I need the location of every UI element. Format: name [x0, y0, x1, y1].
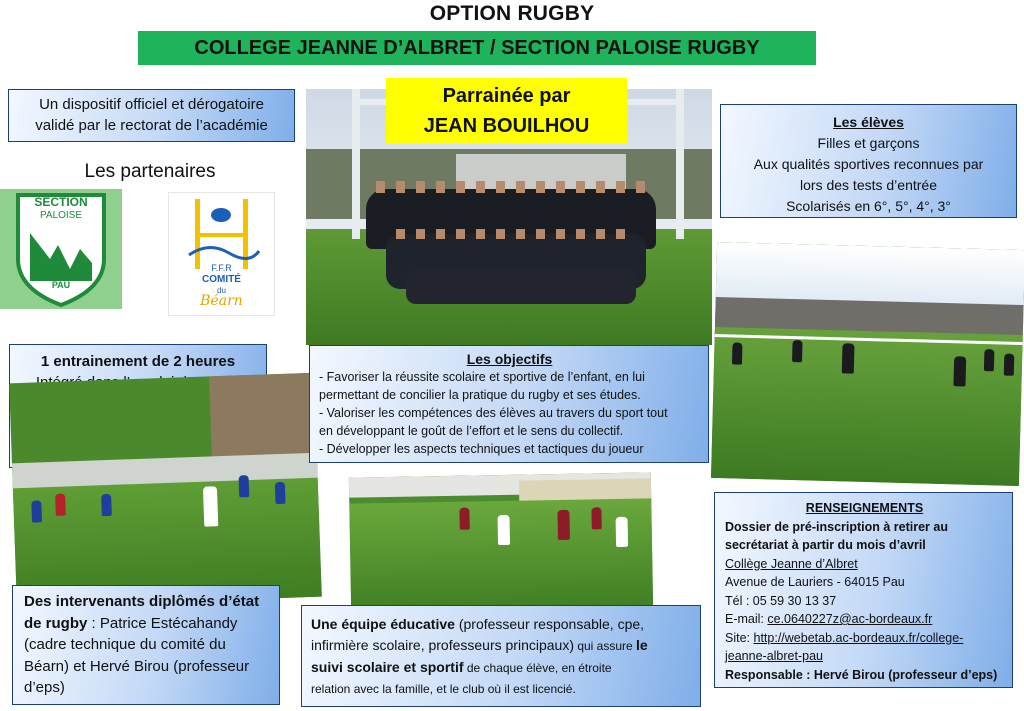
- team-bold-3: suivi scolaire et sportif: [311, 659, 464, 675]
- info-site-label: Site:: [725, 630, 754, 645]
- partners-heading: Les partenaires: [84, 161, 216, 182]
- logo1-line2: PALOISE: [39, 210, 83, 221]
- ffr-bearn-logo: [168, 192, 275, 316]
- logo1-line3: PAU: [51, 280, 71, 290]
- staff-line-5: d’eps): [24, 679, 65, 696]
- info-college: Collège Jeanne d’Albret: [725, 556, 858, 571]
- team-small-2: qui assure: [574, 639, 637, 653]
- objective-1b: permettant de concilier la pratique du rugby et ses études.: [319, 388, 641, 402]
- students-line-1: Filles et garçons: [817, 135, 920, 151]
- sponsor-line-1: Parrainée par: [442, 85, 571, 107]
- team-small-4: relation avec la famille, et le club où il est licencié.: [311, 682, 576, 696]
- staff-bold-2: de rugby: [24, 614, 88, 632]
- training-line-1: 1 entrainement de 2 heures: [40, 353, 236, 370]
- page-title: OPTION RUGBY: [429, 2, 595, 25]
- intro-box: [8, 89, 295, 142]
- logo2-line4: Béarn: [200, 293, 243, 309]
- sponsor-line-2: JEAN BOUILHOU: [423, 115, 590, 137]
- students-box: [720, 104, 1017, 218]
- section-paloise-logo: [0, 189, 122, 309]
- info-site-link-2[interactable]: jeanne-albret-pau: [725, 649, 823, 663]
- info-site-link-1[interactable]: http://webetab.ac-bordeaux.fr/college-: [753, 630, 964, 645]
- logo2-line2: COMITÉ: [202, 274, 241, 285]
- info-heading: RENSEIGNEMENTS: [805, 501, 924, 515]
- match-photo-center: [349, 472, 653, 613]
- page-subtitle-banner: COLLEGE JEANNE D’ALBRET / SECTION PALOISE RUGBY: [138, 31, 816, 65]
- team-rest-1: (professeur responsable, cpe,: [454, 616, 645, 632]
- team-small-3: de chaque élève, en étroite: [463, 661, 612, 675]
- objective-1a: - Favoriser la réussite scolaire et sportive de l’enfant, en lui: [319, 370, 645, 384]
- info-bold-2: secrétariat à partir du mois d’avril: [725, 538, 926, 552]
- info-bold-1: Dossier de pré-inscription à retirer au: [725, 519, 948, 534]
- team-bold-1: Une équipe éducative: [311, 616, 455, 632]
- info-address: Avenue de Lauriers - 64015 Pau: [725, 575, 905, 589]
- staff-line-4: Béarn) et Hervé Birou (professeur: [24, 657, 250, 675]
- objective-2b: en développant le goût de l’effort et le sens du collectif.: [319, 424, 624, 438]
- logo2-line3: du: [217, 286, 226, 295]
- match-photo-left: [9, 373, 322, 608]
- intro-line-1: Un dispositif officiel et dérogatoire: [39, 96, 264, 113]
- logo2-line1: F.F.R: [211, 263, 232, 273]
- students-line-2: Aux qualités sportives reconnues par: [753, 156, 984, 172]
- sponsor-box: [386, 78, 627, 144]
- team-bold-2: le: [636, 637, 648, 653]
- staff-bold-1: Des intervenants diplômés d’état: [24, 593, 260, 610]
- team-box: [301, 605, 701, 707]
- info-email-link[interactable]: ce.0640227z@ac-bordeaux.fr: [767, 612, 933, 626]
- objectives-box: [309, 345, 709, 463]
- objective-3: - Développer les aspects techniques et tactiques du joueur: [319, 442, 644, 456]
- staff-line-3: (cadre technique du comité du: [24, 636, 226, 653]
- students-heading: Les élèves: [833, 114, 904, 130]
- intro-line-2: validé par le rectorat de l’académie: [35, 117, 268, 134]
- info-contact: Responsable : Hervé Birou (professeur d’eps): [725, 667, 998, 682]
- team-line-2: infirmière scolaire, professeurs principaux): [311, 637, 574, 653]
- students-line-3: lors des tests d’entrée: [800, 177, 937, 193]
- objectives-heading: Les objectifs: [466, 351, 553, 367]
- staff-rest-2: : Patrice Estécahandy: [87, 614, 238, 632]
- info-phone: Tél : 05 59 30 13 37: [725, 593, 837, 608]
- objective-2a: - Valoriser les compétences des élèves au travers du sport tout: [319, 406, 668, 420]
- training-photo-right: [711, 242, 1024, 486]
- logo1-line1: SECTION: [34, 195, 88, 209]
- info-box: [714, 492, 1013, 688]
- staff-box: [12, 585, 280, 705]
- info-email-label: E-mail:: [725, 612, 768, 626]
- students-line-4: Scolarisés en 6°, 5°, 4°, 3°: [786, 198, 951, 214]
